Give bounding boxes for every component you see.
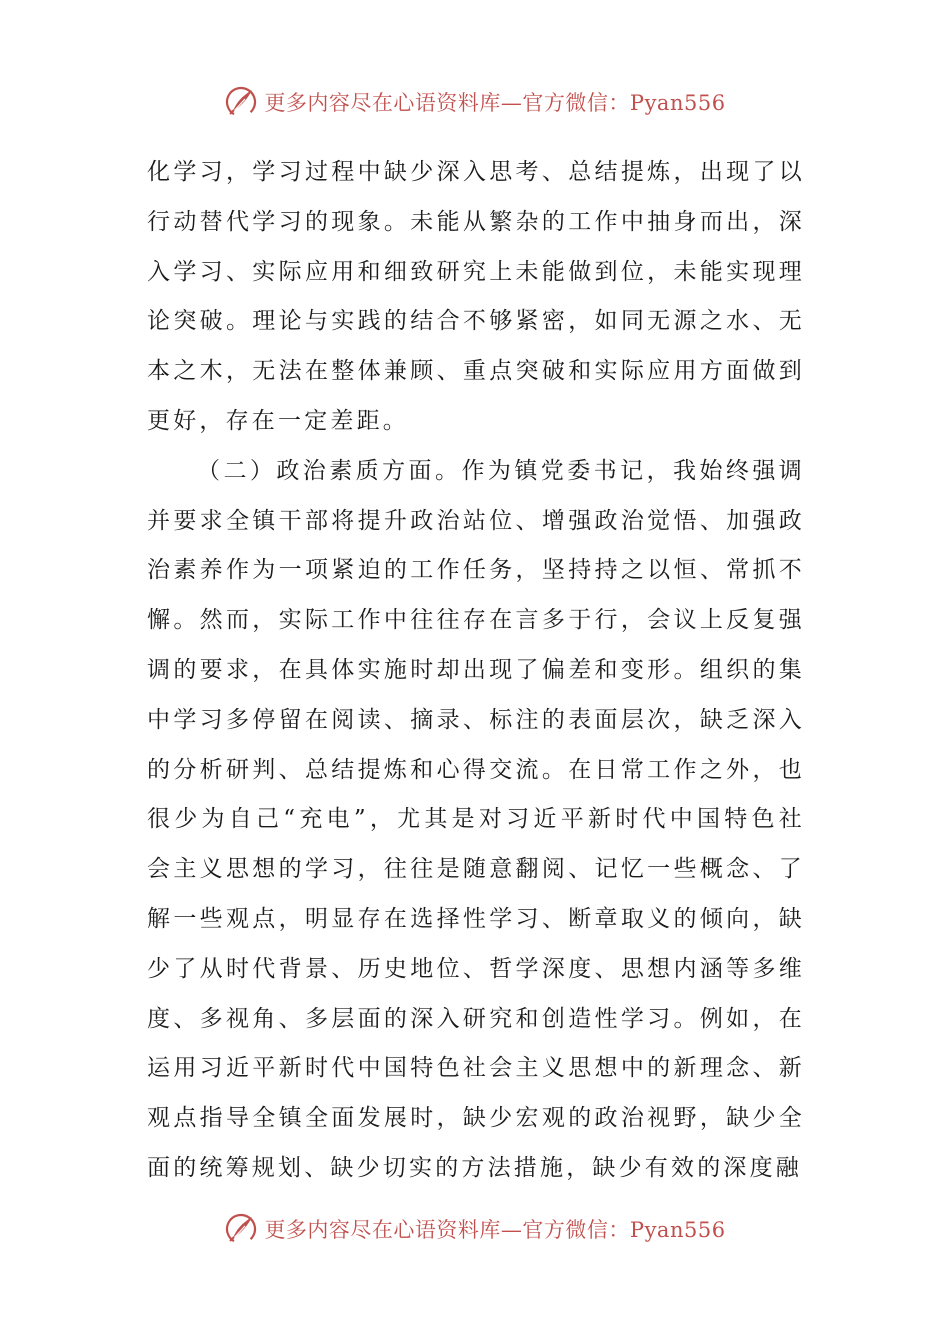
footer-watermark-banner [0,1209,950,1249]
header-watermark-banner [0,82,950,122]
feather-pen-logo-icon [224,1212,258,1246]
document-body [147,148,805,1194]
paragraph-2: （二）政治素质方面。作为镇党委书记，我始终强调并要求全镇干部将提升政治站位、增强政治觉悟、加强政治素养作为一项紧迫的工作任务，坚持持之以恒、常抓不懈。然而，实际工作中往往存在言多于行，会议上反复强调的要求，在具体实施时却出现了偏差和变形。组织的集中学习多停留在阅读、摘录、标注的表面层次，缺乏深入的分析研判、总结提炼和心得交流。在日常工作之外，也很少为自己“充电”，尤其是对习近平新时代中国特色社会主义思想的学习，往往是随意翻阅、记忆一些概念、了解一些观点，明显存在选择性学习、断章取义的倾向，缺少了从时代背景、历史地位、哲学深度、思想内涵等多维度、多视角、多层面的深入研究和创造性学习。例如，在运用习近平新时代中国特色社会主义思想中的新理念、新观点指导全镇全面发展时，缺少宏观的政治视野，缺少全面的统筹规划、缺少切实的方法措施，缺少有效的深度融 [147,457,805,1181]
paragraph-1: 化学习，学习过程中缺少深入思考、总结提炼，出现了以行动替代学习的现象。未能从繁杂的工作中抽身而出，深入学习、实际应用和细致研究上未能做到位，未能实现理论突破。理论与实践的结合不够紧密，如同无源之水、无本之木，无法在整体兼顾、重点突破和实际应用方面做到更好，存在一定差距。 [147,159,805,434]
watermark-text: 更多内容尽在心语资料库—官方微信：Pyan556 [264,1218,726,1242]
feather-pen-logo-icon [224,85,258,119]
watermark-text: 更多内容尽在心语资料库—官方微信：Pyan556 [264,91,726,115]
